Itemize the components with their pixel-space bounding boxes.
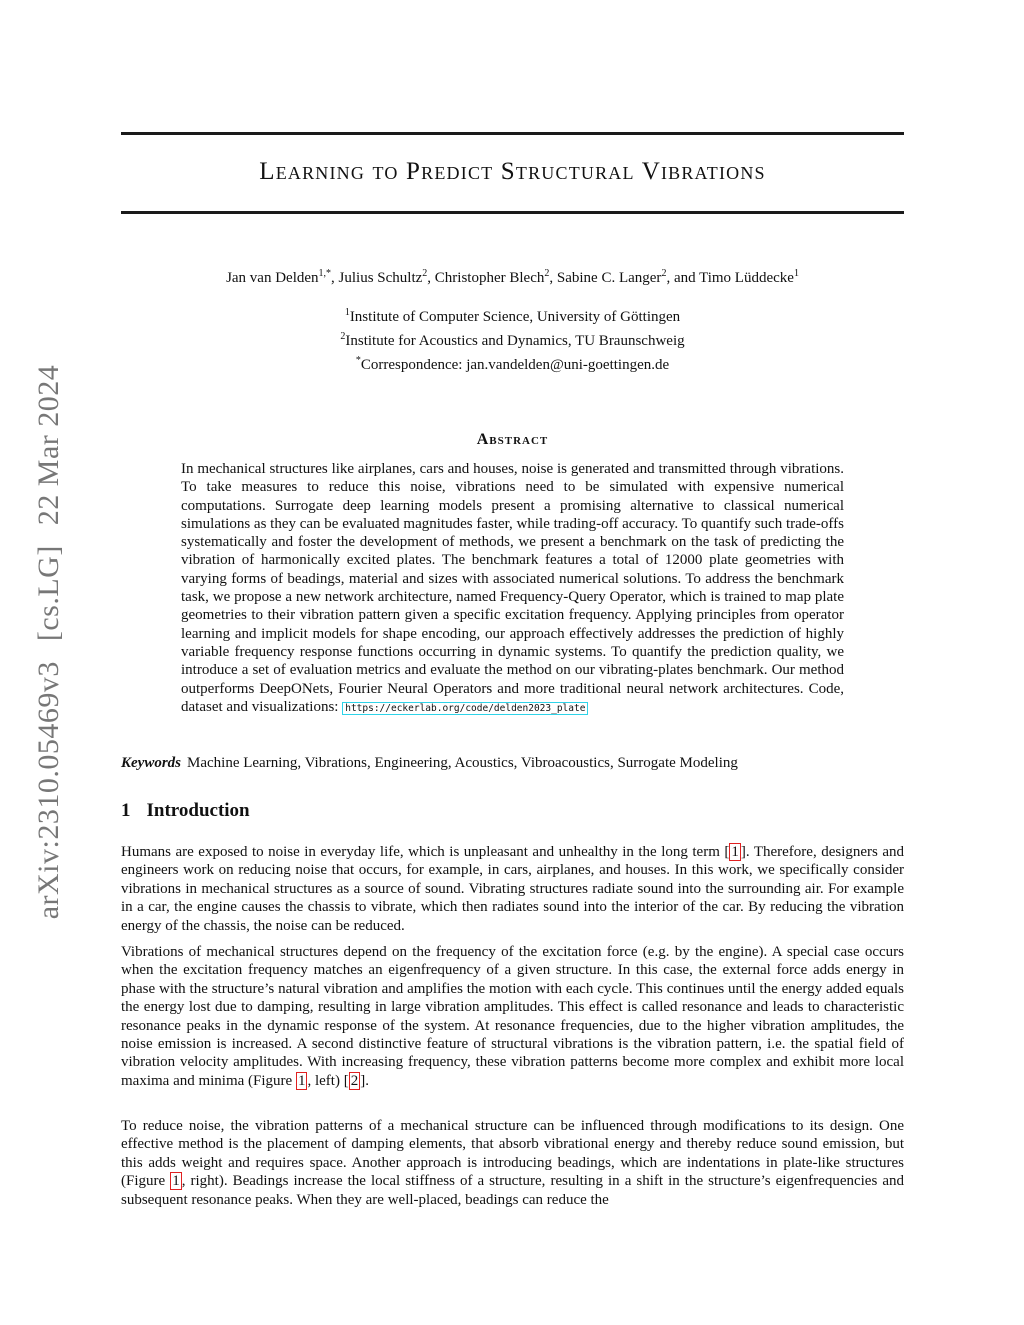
correspondence: *Correspondence: jan.vandelden@uni-goettingen.de — [355, 355, 670, 373]
author: Julius Schultz$^2$, — [338, 268, 435, 286]
author-list — [121, 268, 904, 287]
arxiv-id: arXiv:2310.05469v3 — [32, 661, 65, 920]
section-heading: 1 Introduction — [121, 800, 250, 821]
arxiv-date: 22 Mar 2024 — [32, 364, 65, 526]
figure-link[interactable]: 1 — [297, 1072, 306, 1089]
figure-link[interactable]: 1 — [172, 1173, 180, 1190]
arxiv-category: [cs.LG] — [32, 545, 65, 642]
paper-title: Learning to Predict Structural Vibrations — [259, 158, 766, 185]
affiliation-list — [121, 303, 904, 375]
author: Jan van Delden$^{1,*}$, — [226, 268, 339, 286]
citation-link[interactable]: 1 — [731, 844, 739, 860]
keywords — [121, 755, 904, 772]
paragraph-intro-3: To reduce noise, the vibration patterns of a mechanical structure can be influenced through modifications to its design. One effective method is the placement of damping elements, that absorb vibrational energy and thereby reduce sound emission, but this adds weight and requires space. Another approach is introducing beadings, which are indentations in plate-like structures (Figure 1 , right). Beadings increase the local stiffness of a structure, resulting in a shift in the structure’s eigenfrequencies and subsequent resonance peaks. When they are well-placed, beadings can reduce the — [121, 1118, 904, 1208]
paragraph-intro-1: Humans are exposed to noise in everyday life, which is unpleasant and unhealthy in the long term [ 1 ]. Therefore, designers and engineers work on reducing noise that occurs, for example, in cars, airplanes, and houses. In this work, we specifically consider vibrations in mechanical structures as a source of sound. Vibrating structures radiate sound into the surrounding air. For example in a car, the engine causes the chassis to vibrate, which then radiates sound into the interior of the car. By reducing the vibration energy of the chassis, the noise can be reduced. — [121, 844, 905, 934]
keywords-text: Machine Learning, Vibrations, Engineering, Acoustics, Vibroacoustics, Surrogate Modeling — [187, 755, 738, 771]
title-rule-top — [121, 132, 904, 135]
author: Sabine C. Langer$^2$, and — [556, 268, 700, 286]
title-rule-bottom — [121, 211, 904, 214]
affiliation: $^1$Institute of Computer Science, University of Göttingen — [344, 307, 681, 325]
keywords-label: Keywords — [121, 755, 181, 771]
author: Timo Lüddecke$^1$ — [699, 268, 799, 286]
citation-link[interactable]: 2 — [350, 1072, 359, 1089]
paragraph-intro-2: Vibrations of mechanical structures depend on the frequency of the excitation force (e.g. by the engine). A special case occurs when the excitation frequency matches an eigenfrequency of a given structure. In this case, the external force adds energy in phase with the structure’s natural vibration and amplifies the motion with each cycle. This continues until the energy added equals the energy lost due to damping, resulting in large vibration amplitudes. This effect is called resonance and leads to characteristic resonance peaks in the dynamic response of the system. At resonance frequencies, due to the higher vibration amplitudes, the noise emission is increased. A second distinctive feature of structural vibrations is the vibration pattern, i.e. the spatial field of vibration velocity amplitudes. With increasing frequency, these vibration patterns become more complex and exhibit more local maxima and minima (Figure 1 , left) [ 2 ]. — [121, 944, 904, 1089]
abstract-text: In mechanical structures like airplanes, cars and houses, noise is generated and transmitted through vibrations. To take measures to reduce this noise, vibrations need to be simulated with expensive numerical computations. Surrogate deep learning models present a promising alternative to classical numerical simulations as they can be evaluated magnitudes faster, while trading-off accuracy. To quantify such trade-offs systematically and foster the development of methods, we present a benchmark on the task of predicting the vibration of harmonically excited plates. The benchmark features a total of 12000 plate geometries with varying forms of beadings, material and sizes with associated numerical solutions. To address the benchmark task, we propose a new network architecture, named Frequency-Query Operator, which is trained to map plate geometries to their vibration pattern given a specific excitation frequency. Applying principles from operator learning and implicit models for shape encoding, our approach effectively addresses the prediction of highly variable frequency response functions occurring in dynamic systems. To quantify the prediction quality, we introduce a set of evaluation metrics and evaluate the method on our vibrating-plates benchmark. Our method outperforms DeepONets, Fourier Neural Operators and more traditional neural network architectures. Code, dataset and visualizations: https://eckerlab.org/code/delden2023_plate — [181, 461, 844, 715]
arxiv-watermark — [32, 359, 66, 926]
code-link[interactable]: https://eckerlab.org/code/delden2023_plate — [342, 702, 588, 715]
abstract-heading: Abstract — [476, 431, 549, 448]
affiliation: $^2$Institute for Acoustics and Dynamics, TU Braunschweig — [340, 331, 685, 349]
author: Christopher Blech$^2$, — [434, 268, 557, 286]
